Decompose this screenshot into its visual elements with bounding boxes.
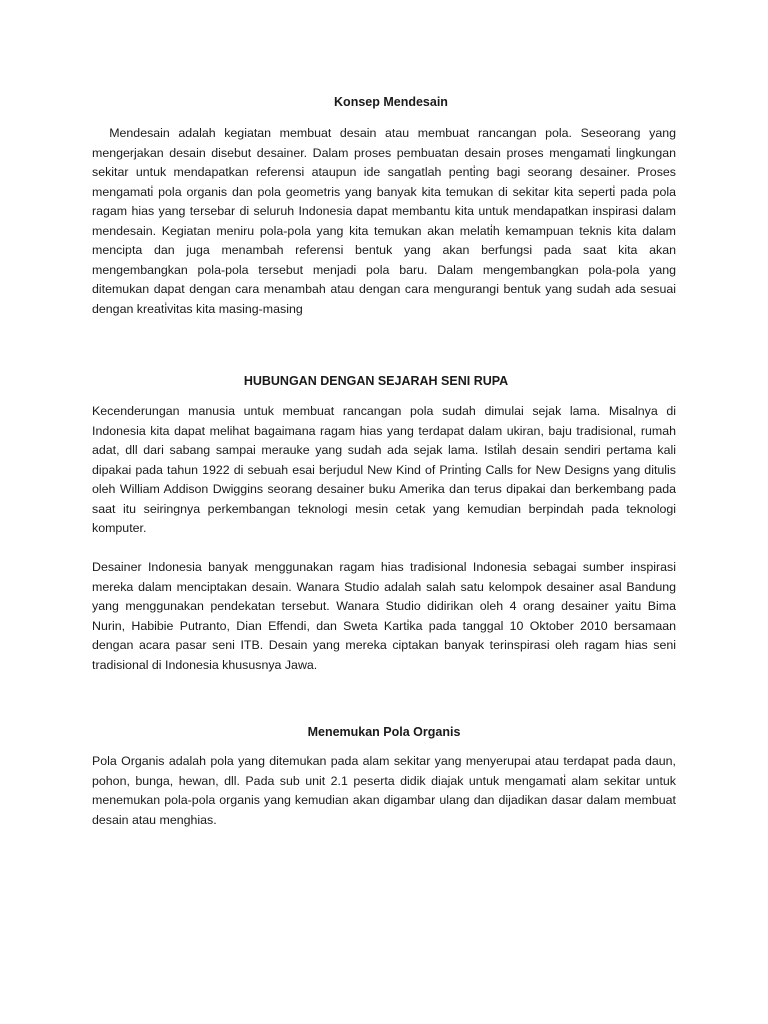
text-line: Indonesia kita dapat melihat bagaimana ragam hias yang terdapat dalam ukiran, baju tradisional, rumah [92,423,676,438]
text-line: oleh William Addison Dwiggins seorang desainer buku Amerika dan terus dipakai dan berkembang pada [92,482,676,496]
text-line: mengerjakan desain disebut desainer. Dalam proses pembuatan desain proses mengamati̇ lingkungan [92,145,676,160]
text-line: mencipta dan juga menambah referensi bentuk yang akan berfungsi pada saat kita akan [92,243,676,257]
text-line: Nurin, Habibie Putranto, Dian Effendi, dan Sweta Karti̇ka pada tanggal 10 Oktober 2010 bersamaan [92,618,676,633]
text-line: mendesain. Kegiatan meniru pola-pola yang kita temukan akan melati̇h kemampuan teknis kita dalam [92,223,676,238]
text-line: saat itu seiringnya perkembangan teknologi mesin cetak yang kemudian berpindah pada teknologi [92,501,676,516]
text-line: ditemukan dapat dengan cara menambah atau dengan cara mengurangi bentuk yang sudah ada sesuai [92,282,676,296]
text-line: Mendesain adalah kegiatan membuat desain atau membuat rancangan pola. Seseorang yang [92,126,676,140]
paragraph-kecenderungan [92,402,676,539]
text-line: dengan kreati̇vitas kita masing-masing [92,301,303,316]
text-line: mereka dalam menciptakan desain. Wanara Studio adalah salah satu kelompok desainer asal Bandung [92,579,676,594]
paragraph-desainer-indonesia [92,558,676,675]
text-line: dengan acara pasar seni ITB. Desain yang mereka ciptakan banyak terinspirasi oleh ragam hias seni [92,638,676,652]
text-line: menemukan pola-pola organis yang kemudian akan digambar ulang dan dijadikan dasar dalam membuat [92,793,676,807]
text-line: Kecenderungan manusia untuk membuat rancangan pola sudah dimulai sejak lama. Misalnya di [92,404,676,418]
text-line: adat, dll dari sabang sampai merauke yang sudah ada sejak lama. Isti̇lah desain sendiri pertama kali [92,443,676,457]
paragraph-pola-organis [92,752,676,830]
text-line: pohon, bunga, hewan, dll. Pada sub unit 2.1 peserta didik diajak untuk mengamati̇ alam sekitar untuk [92,773,676,788]
text-line: desain atau menghias. [92,812,217,827]
text-line: sekitar untuk mendapatkan referensi ataupun ide sangatlah penti̇ng bagi seorang desainer. Proses [92,165,676,179]
text-line: mengamati̇ pola organis dan pola geometris yang banyak kita temukan di sekitar kita seperti̇ pada pola [92,184,676,199]
heading-hubungan-sejarah-seni-rupa: HUBUNGAN DENGAN SEJARAH SENI RUPA [243,374,509,388]
text-line: yang menggunakan pendekatan tersebut. Wanara Studio didirikan oleh 4 orang desainer yaitu Bima [92,599,676,613]
paragraph-konsep-mendesain [92,124,676,319]
text-line: dipakai pada tahun 1922 di sebuah esai berjudul New Kind of Printi̇ng Calls for New Designs yang ditulis [92,462,676,477]
heading-konsep-mendesain: Konsep Mendesain [334,95,448,109]
text-line: komputer. [92,521,147,535]
text-line: mengembangkan pola-pola tersebut menjadi pola baru. Dalam mengembangkan pola-pola yang [92,262,676,277]
text-line: Desainer Indonesia banyak menggunakan ragam hias tradisional Indonesia sebagai sumber inspirasi [92,560,676,574]
text-line: tradisional di Indonesia khususnya Jawa. [92,657,318,672]
text-line: Pola Organis adalah pola yang ditemukan pada alam sekitar yang menyerupai atau terdapat pada daun, [92,754,676,768]
text-line: ragam hias yang tersebar di seluruh Indonesia dapat membantu kita untuk mendapatkan inspirasi dalam [92,204,676,218]
heading-menemukan-pola-organis: Menemukan Pola Organis [307,725,461,739]
